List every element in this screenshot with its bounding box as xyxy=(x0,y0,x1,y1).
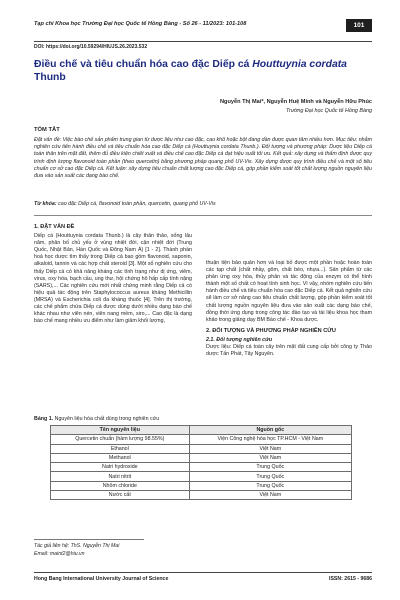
page-footer xyxy=(34,576,372,582)
table-row xyxy=(51,491,352,500)
corresponding-author: Tác giả liên hệ: ThS. Nguyễn Thị Mai xyxy=(34,543,120,549)
table-row xyxy=(51,481,352,490)
table-cell-origin: Việt Nam xyxy=(189,491,351,500)
keywords-text: cao đặc Diếp cá, flavonoid toàn phần, quercetin, quang phổ UV-Vis xyxy=(56,201,216,207)
table-cell-origin: Viện Công nghệ hóa học TP.HCM - Việt Nam xyxy=(189,435,351,444)
keywords-label: Từ khóa: xyxy=(34,201,57,207)
footer-issn: ISSN: 2615 - 9686 xyxy=(329,576,372,582)
affiliation: Trường Đại học Quốc tế Hồng Bàng xyxy=(286,108,372,114)
table-cell-material: Natri hydroxide xyxy=(51,463,190,472)
table-cell-material: Natri nitrit xyxy=(51,472,190,481)
table-cell-origin: Trung Quốc xyxy=(189,472,351,481)
abstract-heading: TÓM TẮT xyxy=(34,127,60,133)
materials-table xyxy=(50,425,352,500)
section-2-heading: 2. ĐỐI TƯỢNG VÀ PHƯƠNG PHÁP NGHIÊN CỨU xyxy=(206,327,336,334)
table-cell-material: Ethanol xyxy=(51,444,190,453)
doi-link[interactable]: DOI: https://doi.org/10.59294/HIUJS.26.2023.532 xyxy=(34,44,148,50)
table-header-origin: Nguồn gốc xyxy=(189,426,351,435)
footer-divider xyxy=(34,572,372,573)
section-1-paragraph: Diếp cá (Houttuynia cordata Thunb.) là cây thân thảo, sống lâu năm, phân bố chủ yếu ở vùng nhiệt đới, cận nhiệt đới (Trung Quốc, Nhật Bản, Hàn Quốc và Đông Nam Á) [1 - 2]. Thành phần hoá học dược tìm thấy trong Diếp cá bao gồm flavonoid, saponin, alkaloid, tannin và các hợp chất steroid [3]. Một số nghiên cứu cho thấy Diếp cá có khả năng kháng các tính trạng như dị ứng, viêm, virus, oxy hóa, bạch cầu, ung thư, hội chứng hô hấp cấp tính nặng (SARS),... Các nghiên cứu mới nhất chứng minh rằng Diếp cá có hiệu quả tác động trên Staphylococcus aureus kháng Methicillin (MRSA) và Escherichia coli đa kháng thuốc [4]. Trên thị trường, các chế phẩm chứa Diếp cá được dùng dưới nhiều dạng bào chế khác nhau như viên nén, viên nang mềm, siro,... Cao đặc là dạng bào chế mang nhiều ưu điểm như làm giảm khối lượng, xyxy=(34,233,192,325)
table-1-caption-text: Nguyên liệu hóa chất dùng trong nghiên cứu xyxy=(53,416,160,422)
table-cell-origin: Việt Nam xyxy=(189,453,351,462)
section-2-1-paragraph: Dược liệu: Diếp cá toàn cây trên mặt đất cung cấp bởi công ty Thảo dược Tấn Phát, Tây Nguyên. xyxy=(206,344,372,358)
title-part-1: Điều chế và tiêu chuẩn hóa cao đặc Diếp cá xyxy=(34,59,253,70)
table-cell-origin: Trung Quốc xyxy=(189,481,351,490)
section-2-1-heading: 2.1. Đối tượng nghiên cứu xyxy=(206,336,273,343)
table-1-caption-label: Bảng 1. xyxy=(34,416,54,422)
table-cell-material: Nhôm chloride xyxy=(51,481,190,490)
table-row xyxy=(51,435,352,444)
keywords-divider xyxy=(34,215,372,216)
page-number-badge: 101 xyxy=(346,19,372,32)
correspondence-divider xyxy=(34,539,144,540)
table-cell-material: Methanol xyxy=(51,453,190,462)
journal-name: Tạp chí Khoa học Trường Đại học Quốc tế Hồng Bàng - Số 26 - 11/2023: 101-108 xyxy=(34,21,247,27)
title-part-2: Thunb xyxy=(34,71,66,83)
table-1-caption xyxy=(34,416,159,422)
right-column xyxy=(206,260,372,358)
keywords xyxy=(34,201,372,208)
abstract-text: Đặt vấn đề: Việc bào chế sản phẩm trung gian từ dược liệu như cao đặc, cao khô hoặc bột đang dần được quan tâm nhiều hơn. Mục tiêu: nhằm nghiên cứu tiến hành điều chế và tiêu chuẩn hóa cao đặc Diếp cá (Houttuynia cordata Thunb.). Đối tượng và phương pháp: Dược liệu Diếp cá toàn thân trên mặt đất, thêm đủ điều kiện chiết xuất và điều chế cao đặc Diếp cá đạt hiệu suất tối ưu. Kết quả: xây dựng và thẩm định được quy trình định lượng flavonoid toàn phần (theo quercetin) bằng phương pháp quang phổ UV-Vis. Xây dựng được quy trình điều chế và một số tiêu chuẩn cơ sở cao đặc Diếp cá. Kết luận: xây dựng tiêu chuẩn chất lượng cao đặc Diếp cá, góp phần kiểm soát tốt chất lượng nguồn nguyên liệu đưa vào sản xuất các dạng bào chế. xyxy=(34,137,372,180)
corresponding-email[interactable]: Email: maint2@hiu.vn xyxy=(34,550,85,557)
article-title xyxy=(34,59,372,84)
table-row xyxy=(51,472,352,481)
section-1-heading: 1. ĐẶT VẤN ĐỀ xyxy=(34,224,75,230)
table-cell-origin: Việt Nam xyxy=(189,444,351,453)
header-divider xyxy=(34,41,372,42)
table-cell-origin: Trung Quốc xyxy=(189,463,351,472)
table-cell-material: Nước cất xyxy=(51,491,190,500)
title-species: Houttuynia cordata xyxy=(252,59,347,70)
journal-header xyxy=(34,19,372,33)
table-row xyxy=(51,463,352,472)
table-cell-material: Quercetin chuẩn (hàm lượng 98.55%) xyxy=(51,435,190,444)
footer-journal: Hong Bang International University Journal of Science xyxy=(34,576,169,582)
table-row xyxy=(51,453,352,462)
table-header-row xyxy=(51,426,352,435)
table-row xyxy=(51,444,352,453)
left-column xyxy=(34,224,192,325)
section-1-paragraph-cont: thuận tiện bảo quản hơn và loại bỏ được một phần hoặc hoàn toàn các tạp chất (chất nhầy, gôm, chất béo, nhựa...). Sản phẩm từ các phản ứng oxy hóa, thủy phân và tác động của enzym có thể hình thành một số chất có hoạt tính sinh học. Vì vậy, nhóm nghiên cứu tiến hành điều chế và tiêu chuẩn hóa cao đặc Diếp cá. Kết quả nghiên cứu sẽ làm cơ sở nâng cao tiêu chuẩn chất lượng, góp phần kiểm soát tốt chất lượng nguồn nguyên liệu đưa vào sản xuất các dạng bào chế, đồng thời ứng dụng trong công tác đào tạo và tài liệu khoa học tham khảo trong giảng dạy BM Bào chế - Khoa dược. xyxy=(206,260,372,323)
table-header-material: Tên nguyên liệu xyxy=(51,426,190,435)
author-list: Nguyễn Thị Mai*, Nguyễn Huệ Minh và Nguyễn Hữu Phúc xyxy=(220,99,372,105)
correspondence xyxy=(34,543,119,558)
